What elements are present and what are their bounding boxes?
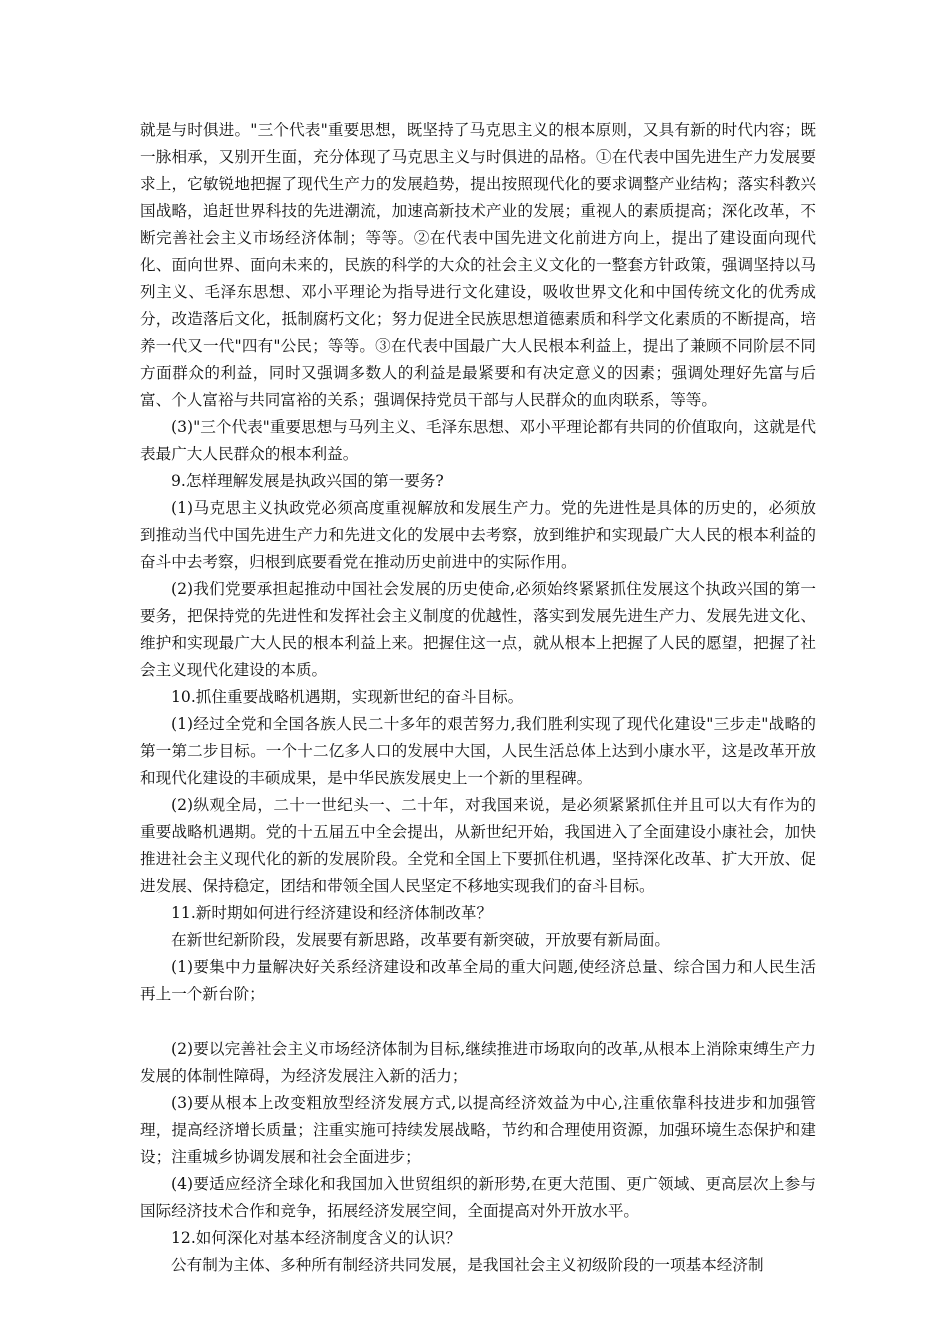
paragraph-q9-point-1: (1)马克思主义执政党必须高度重视解放和发展生产力。党的先进性是具体的历史的，必须放到推动当代中国先进生产力和先进文化的发展中去考察，放到维护和实现最广大人民的根本利益的奋斗中去考察，归根到底要看党在推动历史前进中的实际作用。: [140, 499, 816, 571]
paragraph-continuation: 就是与时俱进。"三个代表"重要思想，既坚持了马克思主义的根本原则，又具有新的时代内容；既一脉相承，又别开生面，充分体现了马克思主义与时俱进的品格。①在代表中国先进生产力发展要求上，它敏锐地把握了现代生产力的发展趋势，提出按照现代化的要求调整产业结构；落实科教兴国战略，追赶世界科技的先进潮流，加速高新技术产业的发展；重视人的素质提高；深化改革，不断完善社会主义市场经济体制；等等。②在代表中国先进文化前进方向上，提出了建设面向现代化、面向世界、面向未来的，民族的科学的大众的社会主义文化的一整套方针政策，强调坚持以马列主义、毛泽东思想、邓小平理论为指导进行文化建设，吸收世界文化和中国传统文化的优秀成分，改造落后文化，抵制腐朽文化；努力促进全民族思想道德素质和科学文化素质的不断提高，培养一代又一代"四有"公民；等等。③在代表中国最广大人民根本利益上，提出了兼顾不同阶层不同方面群众的利益，同时又强调多数人的利益是最紧要和有决定意义的因素；强调处理好先富与后富、个人富裕与共同富裕的关系；强调保持党员干部与人民群众的血肉联系，等等。: [140, 121, 816, 409]
paragraph-q11-point-4: (4)要适应经济全球化和我国加入世贸组织的新形势,在更大范围、更广领域、更高层次上参与国际经济技术合作和竞争，拓展经济发展空间，全面提高对外开放水平。: [140, 1175, 816, 1220]
paragraph-q12-intro: 公有制为主体、多种所有制经济共同发展，是我国社会主义初级阶段的一项基本经济制: [171, 1256, 764, 1274]
paragraph-q11-point-2: (2)要以完善社会主义市场经济体制为目标,继续推进市场取向的改革,从根本上消除束缚生产力发展的体制性障碍，为经济发展注入新的活力；: [140, 1040, 816, 1085]
paragraph-q11-intro: 在新世纪新阶段，发展要有新思路，改革要有新突破，开放要有新局面。: [171, 931, 671, 949]
paragraph-q10-point-2: (2)纵观全局，二十一世纪头一、二十年，对我国来说，是必须紧紧抓住并且可以大有作为的重要战略机遇期。党的十五届五中全会提出，从新世纪开始，我国进入了全面建设小康社会，加快推进社会主义现代化的新的发展阶段。全党和全国上下要抓住机遇，坚持深化改革、扩大开放、促进发展、保持稳定，团结和带领全国人民坚定不移地实现我们的奋斗目标。: [140, 796, 816, 895]
blank-gap: [140, 1008, 816, 1036]
heading-question-12: 12.如何深化对基本经济制度含义的认识？: [171, 1229, 461, 1247]
heading-question-11: 11.新时期如何进行经济建设和经济体制改革？: [171, 904, 493, 922]
paragraph-q10-point-1: (1)经过全党和全国各族人民二十多年的艰苦努力,我们胜利实现了现代化建设"三步走"战略的第一第二步目标。一个十二亿多人口的发展中大国，人民生活总体上达到小康水平，这是改革开放和现代化建设的丰硕成果，是中华民族发展史上一个新的里程碑。: [140, 715, 816, 787]
paragraph-q11-point-3: (3)要从根本上改变粗放型经济发展方式,以提高经济效益为中心,注重依靠科技进步和加强管理，提高经济增长质量；注重实施可持续发展战略，节约和合理使用资源，加强环境生态保护和建设；注重城乡协调发展和社会全面进步；: [140, 1094, 816, 1166]
paragraph-q9-point-2: (2)我们党要承担起推动中国社会发展的历史使命,必须始终紧紧抓住发展这个执政兴国的第一要务，把保持党的先进性和发挥社会主义制度的优越性，落实到发展先进生产力、发展先进文化、维护和实现最广大人民的根本利益上来。把握住这一点，就从根本上把握了人民的愿望，把握了社会主义现代化建设的本质。: [140, 580, 816, 679]
heading-question-10: 10.抓住重要战略机遇期，实现新世纪的奋斗目标。: [171, 688, 524, 706]
document-page: [140, 117, 816, 1279]
paragraph-q11-point-1: (1)要集中力量解决好关系经济建设和改革全局的重大问题,使经济总量、综合国力和人民生活再上一个新台阶；: [140, 958, 816, 1003]
paragraph-point-3: (3)"三个代表"重要思想与马列主义、毛泽东思想、邓小平理论都有共同的价值取向，这就是代表最广大人民群众的根本利益。: [140, 418, 816, 463]
heading-question-9: 9.怎样理解发展是执政兴国的第一要务?: [171, 472, 444, 490]
